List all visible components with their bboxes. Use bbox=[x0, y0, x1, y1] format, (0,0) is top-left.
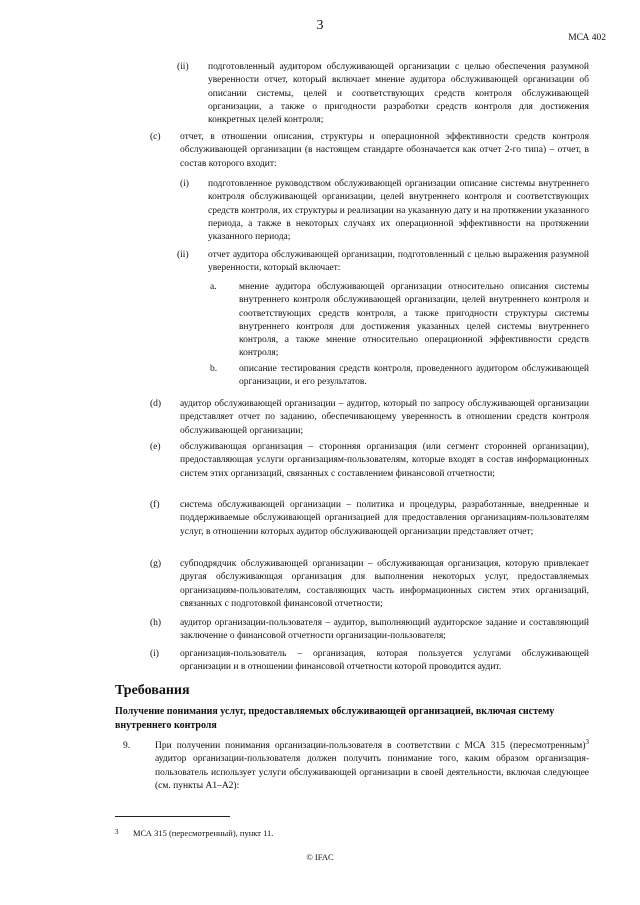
footnote-divider bbox=[115, 816, 230, 817]
section-heading: Требования bbox=[115, 683, 190, 698]
standard-code: МСА 402 bbox=[568, 33, 606, 43]
footnote-text: МСА 315 (пересмотренный), пункт 11. bbox=[133, 828, 274, 838]
item-text: мнение аудитора обслуживающей организации относительно описания системы внутреннего контроля обслуживающей организации, целей внутреннего контроля и соответствующих средств контроля, а также пригодности структуры системы внутреннего контроля для достижения указанных целей системы внутреннего контроля, а также мнение относительно операционной эффективности средств контроля; bbox=[239, 282, 589, 359]
paragraph-text-part: При получении понимания организации-пользователя в соответствии с МСА 315 (пересмотренным) bbox=[155, 741, 586, 751]
item-marker: (ii) bbox=[177, 250, 189, 260]
item-text: система обслуживающей организации – политика и процедуры, разработанные, внедренные и поддерживаемые обслуживающей организацией для предоставления организациям-пользователям услуг, в отношении которых аудитор обслуживающей организации представляет отчет; bbox=[180, 500, 589, 537]
section-subheading: Получение понимания услуг, предоставляемых обслуживающей организацией, включая систему внутреннего контроля bbox=[115, 706, 555, 731]
item-marker: (c) bbox=[150, 132, 161, 142]
item-text: подготовленный аудитором обслуживающей организации с целью обеспечения разумной уверенности отчет, который включает мнение аудитора обслуживающей организации об описании системы, целей и соответствующих средств контроля обслуживающей организации, а также о пригодности разработки средств контроля для достижения конкретных целей контроля; bbox=[208, 62, 589, 126]
item-text: обслуживающая организация – сторонняя организация (или сегмент сторонней организации), предоставляющая услуги организациям-пользователям, которые входят в состав информационных систем этих организаций, связанных с составлением финансовой отчетности; bbox=[180, 442, 589, 479]
item-text: описание тестирования средств контроля, проведенного аудитором обслуживающей организации, и его результатов. bbox=[239, 364, 589, 388]
item-marker: (e) bbox=[150, 442, 161, 452]
item-marker: (h) bbox=[150, 618, 162, 628]
item-text: субподрядчик обслуживающей организации – обслуживающая организация, которую привлекает другая обслуживающая организация для выполнения некоторых услуг, предоставляемых организациям-пользователям, составляющих часть информационных систем этих организаций, связанных с подготовкой финансовой отчетности; bbox=[180, 559, 589, 609]
item-marker: a. bbox=[210, 282, 217, 292]
footnote-mark: 3 bbox=[115, 828, 119, 836]
item-text: аудитор обслуживающей организации – аудитор, который по запросу обслуживающей организации представляет отчет по заданию, обеспечивающему уверенность в отношении средств контроля обслуживающей организации; bbox=[180, 399, 589, 436]
item-marker: (i) bbox=[180, 179, 189, 189]
item-marker: (f) bbox=[150, 500, 160, 510]
item-marker: (i) bbox=[150, 649, 159, 659]
item-marker: b. bbox=[210, 364, 218, 374]
paragraph-text-part: аудитор организации-пользователя должен получить понимание того, каким образом организация-пользователь использует услуги обслуживающей организации в своей деятельности, включая следующее (см. пункты A1–A2): bbox=[155, 754, 589, 791]
page-number: 3 bbox=[316, 18, 324, 33]
item-text: отчет, в отношении описания, структуры и операционной эффективности средств контроля обслуживающей организации (в настоящем стандарте обозначается как отчет 2-го типа) – отчет, в состав которого входит: bbox=[180, 132, 589, 169]
page-footer: © IFAC bbox=[306, 852, 334, 862]
item-text: аудитор организации-пользователя – аудитор, выполняющий аудиторское задание и составляющий заключение о финансовой отчетности организации-пользователя; bbox=[180, 618, 589, 642]
footnote-reference[interactable]: 3 bbox=[585, 737, 589, 746]
item-text: отчет аудитора обслуживающей организации, подготовленный с целью выражения разумной уверенности, который включает: bbox=[208, 250, 589, 274]
paragraph-text bbox=[155, 737, 589, 793]
item-text: организация-пользователь – организация, которая пользуется услугами обслуживающей организации и в отношении финансовой отчетности которой проводится аудит. bbox=[180, 649, 589, 673]
item-marker: (d) bbox=[150, 399, 162, 409]
item-marker: (g) bbox=[150, 559, 162, 569]
item-marker: (ii) bbox=[177, 62, 189, 72]
paragraph-number: 9. bbox=[123, 741, 131, 751]
item-text: подготовленное руководством обслуживающей организации описание системы внутреннего контроля обслуживающей организации, целей внутреннего контроля и соответствующих средств контроля, их структуры и реализации на указанную дату и на протяжении указанного периода, а также в некоторых случаях их операционной эффективности на протяжении указанного периода; bbox=[208, 179, 589, 243]
